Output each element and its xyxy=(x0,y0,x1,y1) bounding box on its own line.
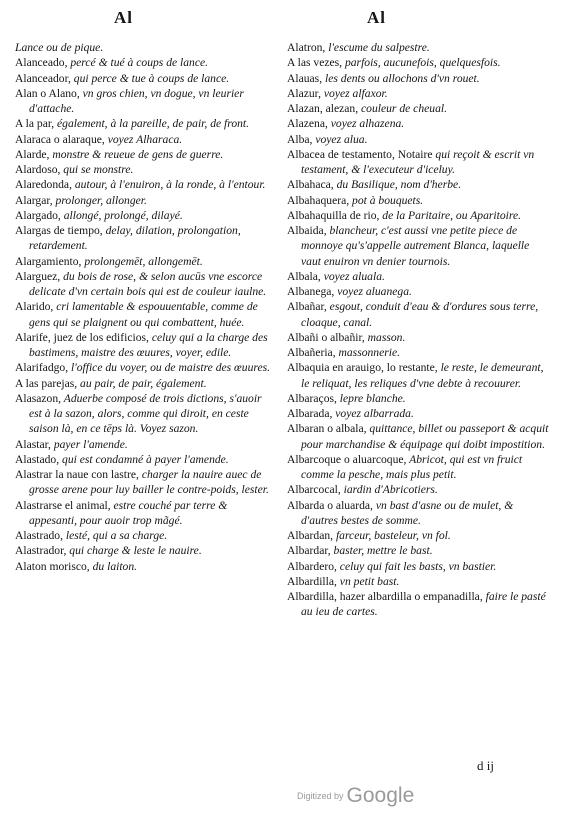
entry-gloss: de la Paritaire, ou Aparitoire. xyxy=(379,208,521,222)
entry-headword: Alarife, juez de los edificios, xyxy=(15,330,149,344)
dictionary-entry xyxy=(287,482,549,497)
entry-headword: Albahaca, xyxy=(287,178,334,192)
entry-gloss: voyez alua. xyxy=(312,132,368,146)
entry-gloss: qui reçoit & escrit vn testament, & l'executeur d'iceluy. xyxy=(301,147,535,176)
entry-headword: Albardero, xyxy=(287,559,337,573)
entry-headword: Alargamiento, xyxy=(15,254,82,268)
dictionary-entry xyxy=(15,208,273,223)
entry-gloss: qui se monstre. xyxy=(60,163,134,176)
entry-headword: Alargado, xyxy=(15,208,61,222)
dictionary-entry xyxy=(15,116,273,131)
dictionary-entry xyxy=(287,559,549,574)
entry-gloss: massonnerie. xyxy=(335,346,401,359)
dictionary-entry xyxy=(287,345,549,360)
entry-gloss: les dents ou allochons d'vn rouet. xyxy=(322,71,480,85)
entry-headword: Alazena, xyxy=(287,117,328,131)
running-head-right: Al xyxy=(367,8,386,27)
entry-gloss: iardin d'Abricotiers. xyxy=(340,483,438,497)
google-logo-text: Google xyxy=(346,784,415,807)
dictionary-entry xyxy=(287,147,549,178)
entry-headword: Albañeria, xyxy=(287,346,336,359)
dictionary-entry xyxy=(287,177,549,192)
dictionary-entry xyxy=(15,299,273,330)
entry-headword: Albahaquilla de rio, xyxy=(287,208,380,222)
entry-gloss: également, à la pareille, de pair, de front. xyxy=(54,117,250,131)
entry-headword: Albarcocal, xyxy=(287,483,341,497)
entry-headword: Albardilla, xyxy=(287,574,337,588)
entry-headword: A las parejas, xyxy=(15,376,78,390)
entry-headword: Alba, xyxy=(287,132,313,146)
entry-headword: Albanega, xyxy=(287,285,335,298)
entry-gloss: du bois de rose, & selon aucūs vne escorce delicate d'vn certain bois qui est de couleur iaulne. xyxy=(29,269,267,298)
entry-gloss: faire le pasté au ieu de cartes. xyxy=(301,590,546,619)
dictionary-entry xyxy=(15,177,273,192)
entry-headword: Alardoso, xyxy=(15,163,61,176)
entry-headword: Alaredonda, xyxy=(15,178,72,192)
entry-headword: Alauas, xyxy=(287,71,323,85)
entry-headword: Albarcoque o aluarcoque, xyxy=(287,452,407,466)
entry-gloss: farceur, basteleur, vn fol. xyxy=(333,529,451,542)
entry-headword: Albañar, xyxy=(287,300,327,314)
entry-gloss: lesté, qui a sa charge. xyxy=(62,529,168,542)
entry-headword: Alargar, xyxy=(15,193,53,207)
entry-gloss: du laiton. xyxy=(89,559,138,573)
entry-gloss: prolongemēt, allongemēt. xyxy=(81,254,203,268)
entry-gloss: esgout, conduit d'eau & d'ordures sous terre, cloaque, canal. xyxy=(301,300,539,329)
dictionary-entry xyxy=(287,299,549,330)
dictionary-entry xyxy=(15,86,273,117)
entry-gloss: celuy qui a la charge des bastimens, maistre des œuures, voyer, edile. xyxy=(29,330,268,359)
entry-headword: Albardar, xyxy=(287,544,331,558)
entry-gloss: le reste, le demeurant, le reliquat, les reliques d'vne debte à recouurer. xyxy=(301,361,544,390)
entry-gloss: vn gros chien, vn dogue, vn leurier d'attache. xyxy=(29,86,244,115)
entry-headword: Albardan, xyxy=(287,529,334,542)
dictionary-entry xyxy=(15,391,273,437)
entry-headword: Alarde, xyxy=(15,147,50,161)
dictionary-entry xyxy=(287,406,549,421)
dictionary-entry xyxy=(287,391,549,406)
entry-gloss: pot à bouquets. xyxy=(349,193,424,207)
entry-gloss: delay, dilation, prolongation, retardement. xyxy=(29,224,241,253)
entry-gloss: au pair, de pair, également. xyxy=(77,376,207,390)
dictionary-entry xyxy=(15,452,273,467)
dictionary-entry xyxy=(15,55,273,70)
entry-headword: Alazur, xyxy=(287,86,321,100)
entry-gloss: voyez aluala. xyxy=(320,269,385,283)
entry-headword: Albaida, xyxy=(287,224,327,237)
entry-gloss: prolonger, allonger. xyxy=(52,193,147,207)
entry-headword: Albaquia en arauigo, lo restante, xyxy=(287,361,438,375)
right-column xyxy=(287,40,549,620)
dictionary-entry xyxy=(287,71,549,86)
dictionary-entry xyxy=(287,269,549,284)
entry-headword: Alanceador, xyxy=(15,71,71,85)
dictionary-entry xyxy=(287,589,549,620)
entry-headword: A las vezes, xyxy=(287,56,343,70)
dictionary-entry xyxy=(287,574,549,589)
entry-headword: Alazan, alezan, xyxy=(287,102,359,115)
dictionary-entry xyxy=(15,543,273,558)
dictionary-entry xyxy=(287,452,549,483)
entry-gloss: voyez alhazena. xyxy=(327,117,405,131)
entry-gloss: qui charge & leste le nauire. xyxy=(66,544,202,558)
dictionary-entry xyxy=(287,132,549,147)
entry-gloss: du Basilique, nom d'herbe. xyxy=(333,178,462,192)
dictionary-entry xyxy=(287,55,549,70)
entry-headword: Albahaquera, xyxy=(287,193,350,207)
dictionary-entry xyxy=(287,86,549,101)
dictionary-entry xyxy=(287,360,549,391)
dictionary-entry xyxy=(15,330,273,361)
dictionary-entry xyxy=(287,528,549,543)
entry-headword: Alanceado, xyxy=(15,56,68,70)
entry-headword: Alastar, xyxy=(15,437,51,451)
left-column xyxy=(15,40,273,574)
dictionary-entry xyxy=(287,543,549,558)
dictionary-entry xyxy=(287,116,549,131)
catchword: d ij xyxy=(477,758,494,773)
entry-headword: Alasazon, xyxy=(15,391,62,405)
entry-gloss: allongé, prolongé, dilayé. xyxy=(60,208,183,222)
dictionary-entry xyxy=(287,223,549,269)
entry-headword: Alarifadgo, xyxy=(15,361,69,375)
entry-gloss: monstre & reueue de gens de guerre. xyxy=(49,147,224,161)
entry-gloss: l'escume du salpestre. xyxy=(325,41,430,54)
dictionary-entry xyxy=(287,40,549,55)
dictionary-entry xyxy=(15,71,273,86)
entry-headword: Alarido, xyxy=(15,300,54,314)
entry-gloss: percé & tué à coups de lance. xyxy=(67,56,209,70)
entry-gloss: baster, mettre le bast. xyxy=(330,544,433,558)
entry-gloss: qui est condamné à payer l'amende. xyxy=(59,452,229,466)
dictionary-entry xyxy=(15,376,273,391)
entry-gloss: voyez Alharaca. xyxy=(104,132,183,146)
entry-headword: Alatron, xyxy=(287,41,326,54)
entry-headword: Alastrador, xyxy=(15,544,67,558)
entry-headword: Albaraços, xyxy=(287,391,337,405)
entry-headword: Alastrarse el animal, xyxy=(15,498,111,512)
entry-gloss: parfois, aucunefois, quelquesfois. xyxy=(342,56,501,70)
entry-headword: Alastrar la naue con lastre, xyxy=(15,468,139,481)
dictionary-entry xyxy=(15,498,273,529)
dictionary-entry xyxy=(15,223,273,254)
entry-headword: A la par, xyxy=(15,117,55,131)
entry-headword: Alarguez, xyxy=(15,269,61,283)
entry-gloss: Lance ou de pique. xyxy=(15,41,104,54)
entry-headword: Alaton morisco, xyxy=(15,559,90,573)
entry-gloss: lepre blanche. xyxy=(336,391,406,405)
dictionary-entry xyxy=(15,360,273,375)
entry-headword: Albarda o aluarda, xyxy=(287,498,373,512)
entry-gloss: payer l'amende. xyxy=(50,437,128,451)
running-head-left: Al xyxy=(114,8,133,27)
entry-gloss: Abricot, qui est vn fruict comme la pesche, mais plus petit. xyxy=(301,452,523,481)
dictionary-entry xyxy=(15,193,273,208)
entry-gloss: voyez alfaxor. xyxy=(320,86,388,100)
entry-headword: Alastrado, xyxy=(15,529,63,542)
entry-headword: Alastado, xyxy=(15,452,60,466)
entry-headword: Albaran o albala, xyxy=(287,422,367,436)
dictionary-entry xyxy=(15,147,273,162)
dictionary-entry xyxy=(287,193,549,208)
dictionary-entry xyxy=(15,437,273,452)
dictionary-entry xyxy=(287,498,549,529)
entry-gloss: voyez albarrada. xyxy=(332,407,414,420)
entry-gloss: blancheur, c'est aussi vne petite piece de monnoye qu's'appelle autrement Blanca, laquelle vaut enuiron vn denier tournois. xyxy=(301,224,530,268)
entry-gloss: couleur de cheual. xyxy=(358,102,447,115)
entry-headword: Albañi o albañir, xyxy=(287,330,365,344)
entry-gloss: celuy qui fait les basts, vn bastier. xyxy=(336,559,497,573)
entry-gloss: vn bast d'asne ou de mulet, & d'autres bestes de somme. xyxy=(301,498,514,527)
dictionary-entry xyxy=(15,528,273,543)
entry-gloss: masson. xyxy=(364,330,406,344)
dictionary-entry xyxy=(15,162,273,177)
dictionary-entry xyxy=(287,284,549,299)
entry-gloss: vn petit bast. xyxy=(336,574,400,588)
dictionary-entry xyxy=(15,254,273,269)
entry-gloss: autour, à l'enuiron, à la ronde, à l'entour. xyxy=(71,178,266,192)
entry-headword: Albardilla, hazer albardilla o empanadilla, xyxy=(287,590,483,603)
dictionary-entry xyxy=(287,330,549,345)
dictionary-entry xyxy=(287,208,549,223)
entry-headword: Alan o Alano, xyxy=(15,86,80,100)
entry-headword: Alargas de tiempo, xyxy=(15,224,103,237)
dictionary-entry xyxy=(15,467,273,498)
entry-gloss: qui perce & tue à coups de lance. xyxy=(70,71,230,85)
entry-headword: Albarada, xyxy=(287,407,333,420)
dictionary-entry xyxy=(287,101,549,116)
entry-headword: Albala, xyxy=(287,269,321,283)
entry-gloss: estre couché par terre & appesanti, pour auoir trop mãgé. xyxy=(29,498,228,527)
entry-gloss: l'office du voyer, ou de maistre des œuures. xyxy=(68,361,271,375)
entry-gloss: voyez aluanega. xyxy=(334,285,412,298)
dictionary-entry xyxy=(15,269,273,300)
entry-headword: Albacea de testamento, Notaire xyxy=(287,147,433,161)
dictionary-entry xyxy=(15,559,273,574)
dictionary-entry xyxy=(15,40,273,55)
dictionary-entry xyxy=(287,421,549,452)
digitized-watermark xyxy=(297,784,414,808)
entry-gloss: charger la nauire auec de grosse arene pour luy bailler le contre-poids, lester. xyxy=(29,468,269,497)
entry-gloss: quittance, billet ou passeport & acquit pour marchandise & équipage qui doibt impostition. xyxy=(301,422,549,451)
dictionary-entry xyxy=(15,132,273,147)
entry-gloss: cri lamentable & espouuentable, comme de gens qui se plaignent ou qui combattent, huée. xyxy=(29,300,258,329)
digitized-by-text: Digitized by xyxy=(297,791,344,801)
entry-headword: Alaraca o alaraque, xyxy=(15,132,105,146)
entry-gloss: Aduerbe composé de trois dictions, s'auoir est à la sazon, alors, comme qui diroit, en ceste saison là, en ce tēps là. Voyez sazon. xyxy=(29,391,262,436)
